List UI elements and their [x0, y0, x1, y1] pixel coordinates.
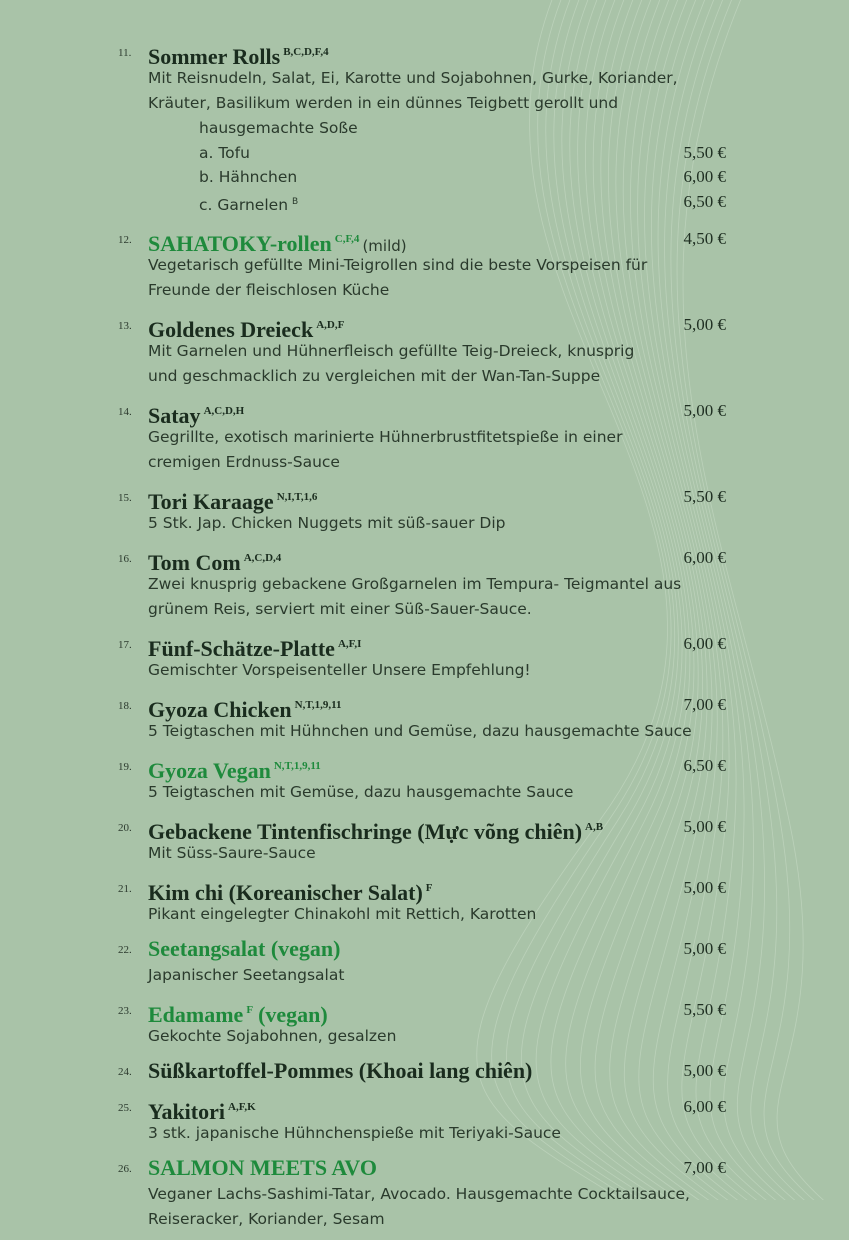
item-title-row [148, 397, 726, 428]
item-name-text: SALMON MEETS AVO [148, 1155, 377, 1180]
option-price: 5,50 € [683, 142, 726, 162]
item-name-text: Seetangsalat (vegan) [148, 936, 341, 961]
allergen-codes: F [425, 882, 433, 894]
description-line: Mit Süss-Saure-Sauce [148, 844, 316, 862]
item-description [148, 780, 726, 805]
item-description [148, 963, 726, 988]
item-name [148, 1058, 532, 1083]
item-name-text: Gyoza Vegan [148, 758, 271, 783]
item-price: 5,00 € [683, 401, 726, 420]
item-title-row [148, 874, 726, 905]
option-allergen: B [292, 196, 299, 207]
item-description [148, 339, 726, 389]
item-title-row [148, 752, 726, 783]
item-description [148, 425, 726, 475]
item-title-row [148, 544, 726, 575]
description-line: Reiseracker, Koriander, Sesam [148, 1210, 385, 1228]
item-price: 5,50 € [683, 487, 726, 506]
description-line: und geschmacklich zu vergleichen mit der Wan-Tan-Suppe [148, 367, 601, 385]
item-description [148, 572, 726, 622]
item-price: 6,00 € [683, 634, 726, 653]
item-price: 6,00 € [683, 548, 726, 567]
menu-item [0, 1057, 726, 1085]
item-title-row [148, 691, 726, 722]
item-name-text: Satay [148, 403, 201, 428]
item-price: 5,00 € [683, 939, 726, 958]
description-line: Gegrillte, exotisch marinierte Hühnerbrustfitetspieße in einer [148, 428, 623, 446]
description-line: Vegetarisch gefüllte Mini-Teigrollen sind die beste Vorspeisen für [148, 256, 648, 274]
menu-item [0, 1093, 726, 1146]
item-title-row [148, 483, 726, 514]
item-title-row [148, 996, 726, 1027]
item-name-text: Gyoza Chicken [148, 697, 292, 722]
allergen-codes: A,F,K [228, 1101, 256, 1113]
menu-item [0, 813, 726, 866]
description-line: Mit Reisnudeln, Salat, Ei, Karotte und Sojabohnen, Gurke, Koriander, [148, 69, 678, 87]
allergen-codes: A,C,D,4 [243, 552, 282, 564]
allergen-codes: A,F,I [337, 638, 362, 650]
option-price: 6,50 € [683, 191, 726, 211]
item-description [148, 511, 726, 536]
item-name [148, 819, 603, 844]
item-title-row [148, 311, 726, 342]
item-spice-note: (mild) [362, 237, 407, 255]
allergen-codes: A,B [585, 821, 604, 833]
item-name-suffix: (vegan) [258, 1002, 328, 1027]
item-number: 19. [118, 761, 132, 773]
menu-item [0, 630, 726, 683]
allergen-codes: F [246, 1004, 254, 1016]
description-line: Veganer Lachs-Sashimi-Tatar, Avocado. Hausgemachte Cocktailsauce, [148, 1185, 690, 1203]
item-title-row [148, 630, 726, 661]
item-name [148, 231, 407, 256]
item-title-row [148, 1154, 726, 1182]
item-number: 15. [118, 492, 132, 504]
menu-item [0, 38, 726, 217]
allergen-codes: N,T,1,9,11 [294, 699, 342, 711]
item-name [148, 1002, 328, 1027]
item-name-text: Gebackene Tintenfischringe (Mực võng chiên) [148, 819, 583, 844]
item-number: 26. [118, 1163, 132, 1175]
item-name [148, 758, 321, 783]
menu-item [0, 935, 726, 988]
description-line: Japanischer Seetangsalat [148, 966, 345, 984]
item-title-row [148, 1057, 726, 1085]
allergen-codes: C,F,4 [334, 233, 360, 245]
item-price: 5,50 € [683, 1000, 726, 1019]
item-name [148, 403, 244, 428]
item-number: 22. [118, 944, 132, 956]
option-label: a. Tofu [199, 143, 250, 162]
item-name [148, 550, 281, 575]
menu-item [0, 1154, 726, 1232]
menu-item [0, 397, 726, 475]
item-name [148, 880, 433, 905]
item-subtitle: hausgemachte Soße [199, 119, 358, 137]
item-description [148, 1024, 726, 1049]
item-description [148, 1121, 726, 1146]
item-price: 5,00 € [683, 878, 726, 897]
description-line: Kräuter, Basilikum werden in ein dünnes Teigbett gerollt und [148, 94, 619, 112]
item-number: 13. [118, 320, 132, 332]
description-line: Freunde der fleischlosen Küche [148, 281, 390, 299]
item-description [148, 1182, 726, 1232]
item-title-row [148, 1093, 726, 1124]
item-option [148, 141, 726, 166]
item-title-row [148, 38, 726, 69]
option-label: c. Garnelen [199, 195, 289, 214]
menu-item [0, 544, 726, 622]
item-number: 17. [118, 639, 132, 651]
item-name-text: Goldenes Dreieck [148, 317, 314, 342]
item-price: 6,00 € [683, 1097, 726, 1116]
description-line: Zwei knusprig gebackene Großgarnelen im Tempura- Teigmantel aus [148, 575, 682, 593]
allergen-codes: N,I,T,1,6 [276, 491, 318, 503]
item-price: 5,00 € [683, 817, 726, 836]
item-name-text: Kim chi (Koreanischer Salat) [148, 880, 423, 905]
item-number: 18. [118, 700, 132, 712]
allergen-codes: B,C,D,F,4 [283, 46, 329, 58]
item-name-text: Yakitori [148, 1099, 225, 1124]
menu-item [0, 752, 726, 805]
menu-item [0, 874, 726, 927]
item-description [148, 253, 726, 303]
item-number: 25. [118, 1102, 132, 1114]
item-number: 11. [118, 47, 132, 59]
description-line: 5 Teigtaschen mit Gemüse, dazu hausgemachte Sauce [148, 783, 574, 801]
menu-item [0, 483, 726, 536]
item-number: 14. [118, 406, 132, 418]
item-name [148, 489, 317, 514]
allergen-codes: A,C,D,H [203, 405, 245, 417]
description-line: cremigen Erdnuss-Sauce [148, 453, 340, 471]
description-line: Pikant eingelegter Chinakohl mit Rettich, Karotten [148, 905, 537, 923]
description-line: Gemischter Vorspeisenteller Unsere Empfehlung! [148, 661, 531, 679]
item-name [148, 697, 341, 722]
option-price: 6,00 € [683, 167, 726, 186]
description-line: grünem Reis, serviert mit einer Süß-Sauer-Sauce. [148, 600, 532, 618]
item-number: 21. [118, 883, 132, 895]
item-title-row [148, 813, 726, 844]
item-number: 16. [118, 553, 132, 565]
option-label: b. Hähnchen [199, 168, 298, 186]
menu-item [0, 996, 726, 1049]
item-price: 5,00 € [683, 1061, 726, 1080]
item-name-text: Süßkartoffel-Pommes (Khoai lang chiên) [148, 1058, 533, 1083]
item-name-text: SAHATOKY-rollen [148, 231, 332, 256]
item-title-row [148, 225, 726, 256]
allergen-codes: N,T,1,9,11 [273, 760, 321, 772]
item-option [148, 190, 726, 218]
item-name [148, 1099, 256, 1124]
item-price: 6,50 € [683, 756, 726, 775]
item-name-text: Edamame [148, 1002, 244, 1027]
item-title-row [148, 935, 726, 963]
item-price: 5,00 € [683, 315, 726, 334]
item-name-text: Sommer Rolls [148, 44, 281, 69]
menu-item [0, 225, 726, 303]
item-description [148, 902, 726, 927]
allergen-codes: A,D,F [316, 319, 345, 331]
item-description [148, 658, 726, 683]
item-description [148, 719, 726, 744]
item-name-text: Tori Karaage [148, 489, 274, 514]
item-name [148, 317, 344, 342]
item-name-text: Tom Com [148, 550, 241, 575]
item-name [148, 44, 329, 69]
item-description [148, 841, 726, 866]
item-name-text: Fünf-Schätze-Platte [148, 636, 335, 661]
item-option [148, 165, 726, 190]
item-number: 23. [118, 1005, 132, 1017]
item-price: 7,00 € [683, 695, 726, 714]
description-line: Mit Garnelen und Hühnerfleisch gefüllte Teig-Dreieck, knusprig [148, 342, 635, 360]
item-number: 12. [118, 234, 132, 246]
item-price: 4,50 € [683, 229, 726, 248]
menu-item [0, 691, 726, 744]
description-line: Gekochte Sojabohnen, gesalzen [148, 1027, 397, 1045]
item-name [148, 636, 361, 661]
description-line: 5 Stk. Jap. Chicken Nuggets mit süß-sauer Dip [148, 514, 506, 532]
item-number: 20. [118, 822, 132, 834]
item-number: 24. [118, 1066, 132, 1078]
item-price: 7,00 € [683, 1158, 726, 1177]
menu-item [0, 311, 726, 389]
item-name [148, 1155, 377, 1180]
description-line: 3 stk. japanische Hühnchenspieße mit Teriyaki-Sauce [148, 1124, 561, 1142]
item-description [148, 66, 726, 116]
item-name [148, 936, 340, 961]
description-line: 5 Teigtaschen mit Hühnchen und Gemüse, dazu hausgemachte Sauce [148, 722, 692, 740]
